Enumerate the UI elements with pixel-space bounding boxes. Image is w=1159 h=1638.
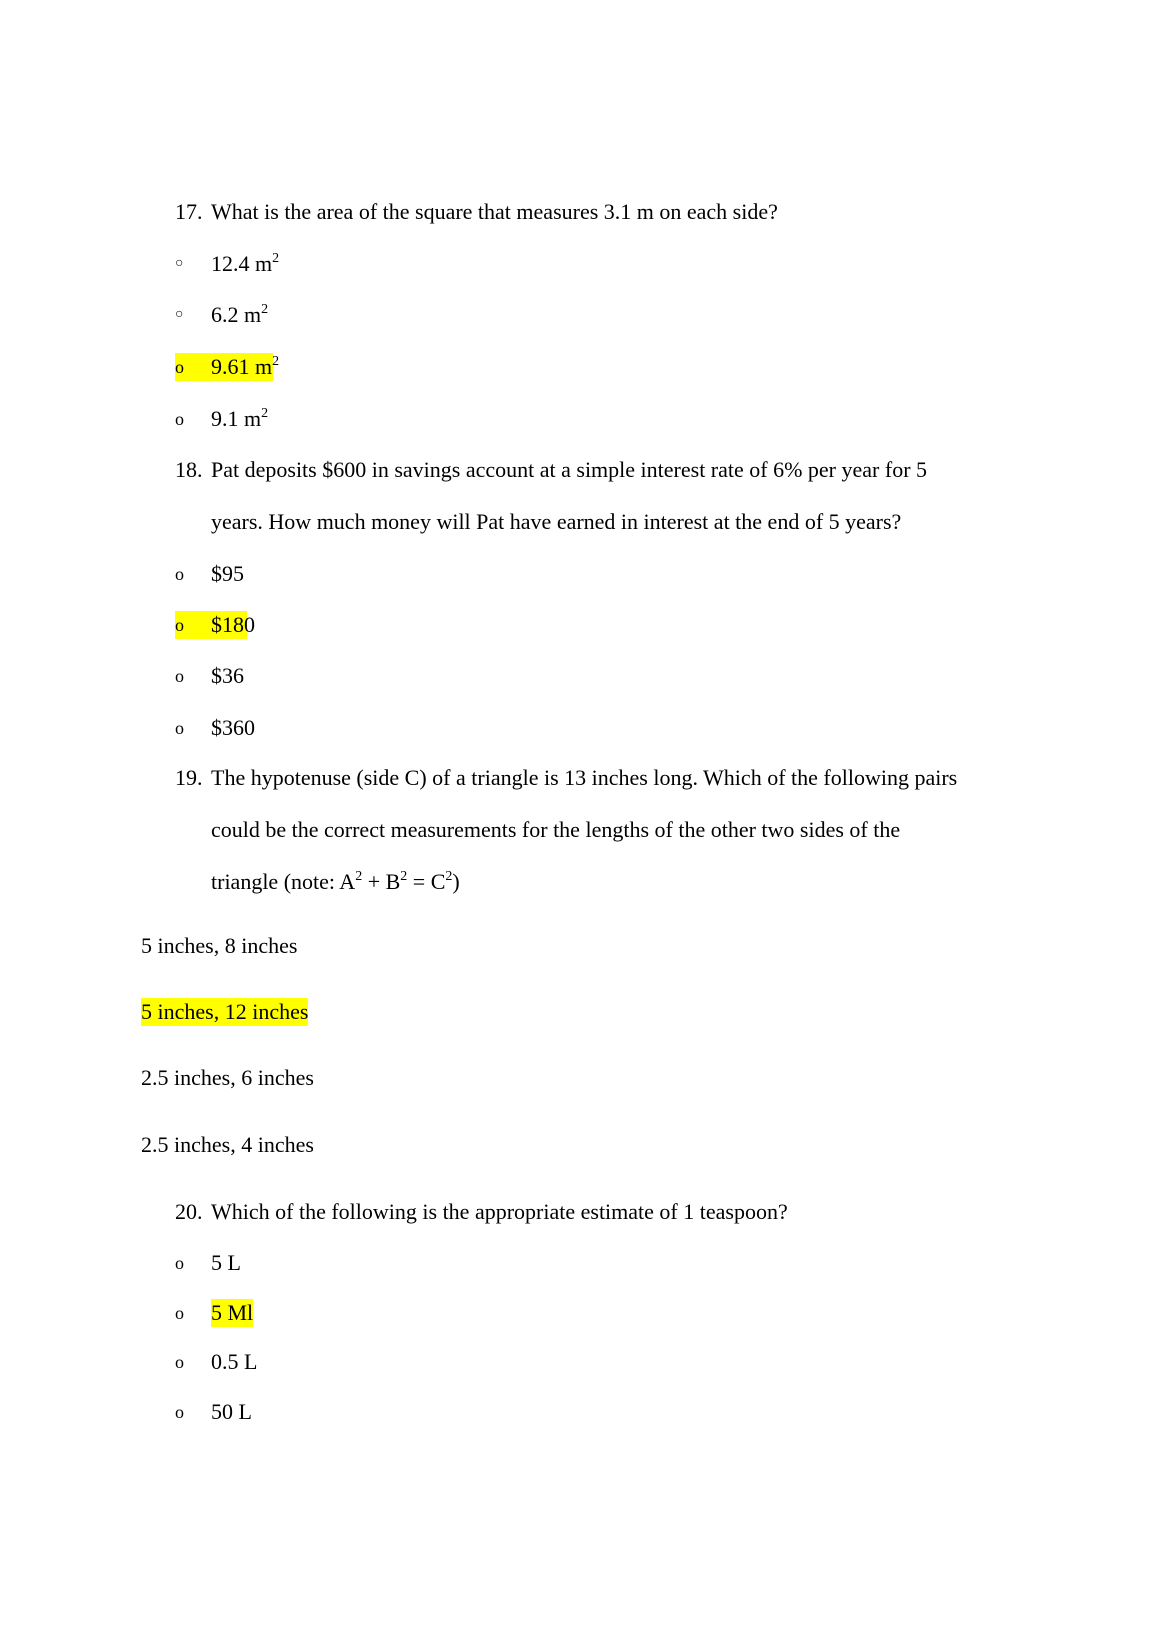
option-text: $95 <box>211 561 244 586</box>
option-text: $180 <box>211 612 255 637</box>
option-text: 50 L <box>211 1399 252 1424</box>
option-bullet: o <box>175 718 184 738</box>
option-text: 9.1 $m^2$ <box>211 406 269 431</box>
option-bullet: o <box>175 409 184 429</box>
question-19-text-line-3: triangle (note: $A^2 + B^2 = C^2$) <box>211 869 460 894</box>
option-bullet: o <box>175 357 184 377</box>
question-19-text-line-2: could be the correct measurements for the lengths of the other two sides of the <box>211 817 901 842</box>
question-20-text: Which of the following is the appropriate estimate of 1 teaspoon? <box>211 1199 788 1224</box>
option-text: 5 L <box>211 1250 241 1275</box>
question-18-text-line-1: Pat deposits $600 in savings account at a simple interest rate of 6% per year for 5 <box>211 457 928 482</box>
option-text: 9.61 $m^2$ <box>211 354 280 379</box>
option-bullet: ○ <box>175 307 184 322</box>
option-bullet: o <box>175 666 184 686</box>
question-18-text-line-2: years. How much money will Pat have earned in interest at the end of 5 years? <box>211 509 902 534</box>
option-text: 5 Ml <box>211 1300 254 1325</box>
option-text: 2.5 inches, 4 inches <box>141 1132 314 1157</box>
option-bullet: o <box>175 1253 184 1273</box>
option-bullet: o <box>175 1303 184 1323</box>
option-text: 6.2 $m^2$ <box>211 302 269 327</box>
option-bullet: o <box>175 1352 184 1372</box>
option-bullet: o <box>175 615 184 635</box>
option-text: $36 <box>211 663 244 688</box>
question-18-number: 18. <box>175 457 203 482</box>
option-bullet: o <box>175 1402 184 1422</box>
option-text: 0.5 L <box>211 1349 258 1374</box>
option-text: 5 inches, 8 inches <box>141 933 298 958</box>
option-text: 12.4 $m^2$ <box>211 251 280 276</box>
option-bullet: ○ <box>175 256 184 271</box>
option-bullet: o <box>175 564 184 584</box>
option-text: 5 inches, 12 inches <box>141 999 309 1024</box>
question-19-number: 19. <box>175 765 203 790</box>
option-text: $360 <box>211 715 255 740</box>
question-17-number: 17. <box>175 199 203 224</box>
question-20-number: 20. <box>175 1199 203 1224</box>
option-text: 2.5 inches, 6 inches <box>141 1065 314 1090</box>
question-17-text: What is the area of the square that measures 3.1 m on each side? <box>211 199 778 224</box>
question-19-text-line-1: The hypotenuse (side C) of a triangle is 13 inches long. Which of the following pairs <box>211 765 958 790</box>
